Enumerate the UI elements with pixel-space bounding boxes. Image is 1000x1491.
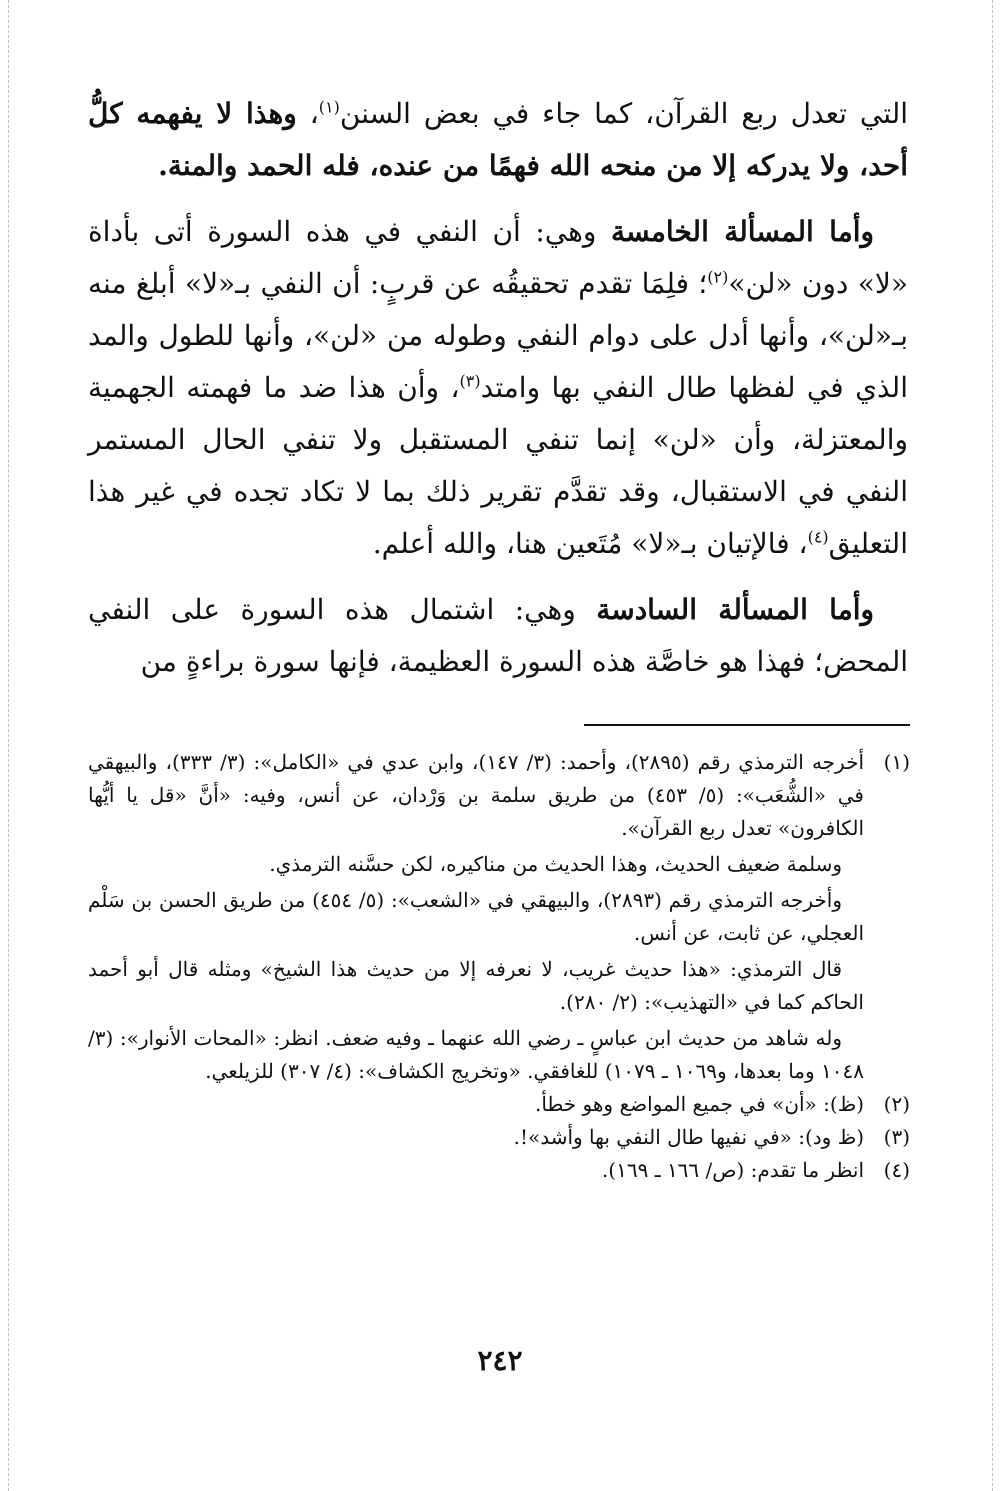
paragraph-2-text-c: ، وأن هذا ضد ما فهمته الجهمية والمعتزلة، وأن «لن» إنما تنفي المستقبل ولا تنفي الحال المستمر النفي في الاستقبال، وقد تقدَّم تقرير ذلك بما لا تكاد تجده في غير هذا التعليق [88,371,908,560]
main-text [88,88,908,702]
footnote-number: (١) [883,750,910,774]
paragraph-1-text-b: ، [296,97,319,130]
scan-edge-mark [992,0,993,1491]
footnote-text: انظر ما تقدم: (ص/ ١٦٦ ـ ١٦٩). [601,1158,864,1182]
footnote-ref-2: (٢) [707,267,729,287]
paragraph-2-heading: وأما المسألة الخامسة [610,215,874,248]
paragraph-2-text-b: ؛ فلِمَا تقدم تحقيقُه عن قربٍ: أن النفي بـ«لا» أبلغ منه بـ«لن»، وأنها أدل على دوام النفي وطوله من «لن»، وأنها للطول والمد الذي في لفظها طال النفي بها وامتد [88,267,908,404]
paragraph-1 [88,88,908,192]
footnote-number: (٣) [883,1125,910,1149]
footnote-2 [88,1088,910,1121]
scan-edge-mark [8,0,9,1491]
paragraph-3 [88,584,908,688]
paragraph-3-text-a: وهي: اشتمال هذه السورة على النفي المحض؛ فهذا هو خاصَّة هذه السورة العظيمة، فإنها سورة براءةٍ من [88,593,908,678]
footnote-4 [88,1154,910,1187]
paragraph-1-text-bold: وهذا لا يفهمه كلُّ أحد، ولا يدركه إلا من منحه الله فهمًا من عنده، فله الحمد والمنة. [88,97,908,182]
footnote-text: (ظ ود): «في نفيها طال النفي بها وأشد»!. [513,1125,864,1149]
footnote-ref-1: (١) [318,97,340,117]
footnote-ref-4: (٤) [807,527,829,547]
paragraph-3-heading: وأما المسألة السادسة [596,593,874,626]
footnote-text: (ظ): «أن» في جميع المواضع وهو خطأ. [534,1092,864,1116]
footnote-text: أخرجه الترمذي رقم (٢٨٩٥)، وأحمد: (٣/ ١٤٧)، وابن عدي في «الكامل»: (٣/ ٣٣٣)، والبيهقي في «الشُّعَب»: (٥/ ٤٥٣) من طريق سلمة بن وَرْدان، عن أنس، وفيه: «أنَّ «قل يا أيُّها الكافرون» تعدل ربع القرآن». [88,750,865,840]
paragraph-2-text-d: ، فالإتيان بـ«لا» مُتَعين هنا، والله أعلم. [372,527,808,560]
footnote-separator [584,724,910,726]
footnote-1-continuation: وأخرجه الترمذي رقم (٢٨٩٣)، والبيهقي في «الشعب»: (٥/ ٤٥٤) من طريق الحسن بن سَلْم العجلي، عن ثابت، عن أنس. [88,888,864,945]
footnote-number: (٢) [883,1092,910,1116]
footnotes [88,746,910,1187]
paragraph-2 [88,206,908,570]
paragraph-2-text-a: وهي: أن النفي في هذه السورة أتى بأداة «لا» دون «لن» [88,215,908,300]
footnote-1-continuation: وسلمة ضعيف الحديث، وهذا الحديث من مناكيره، لكن حسَّنه الترمذي. [269,852,842,876]
footnote-number: (٤) [883,1158,910,1182]
footnote-1 [88,746,910,845]
footnote-1-continuation: وله شاهد من حديث ابن عباسٍ ـ رضي الله عنهما ـ وفيه ضعف. انظر: «المحات الأنوار»: (٣/ ١٠٤٨ وما بعدها، و١٠٦٩ ـ ١٠٧٩) للغافقي. «وتخريج الكشاف»: (٤/ ٣٠٧) للزيلعي. [88,1026,864,1083]
footnote-1-continuation: قال الترمذي: «هذا حديث غريب، لا نعرفه إلا من حديث هذا الشيخ» ومثله قال أبو أحمد الحاكم كما في «التهذيب»: (٢/ ٢٨٠). [88,957,864,1014]
page-number: ٢٤٢ [477,1344,523,1377]
paragraph-1-text-a: التي تعدل ربع القرآن، كما جاء في بعض السنن [339,97,909,130]
footnote-3 [88,1121,910,1154]
footnote-ref-3: (٣) [459,371,481,391]
